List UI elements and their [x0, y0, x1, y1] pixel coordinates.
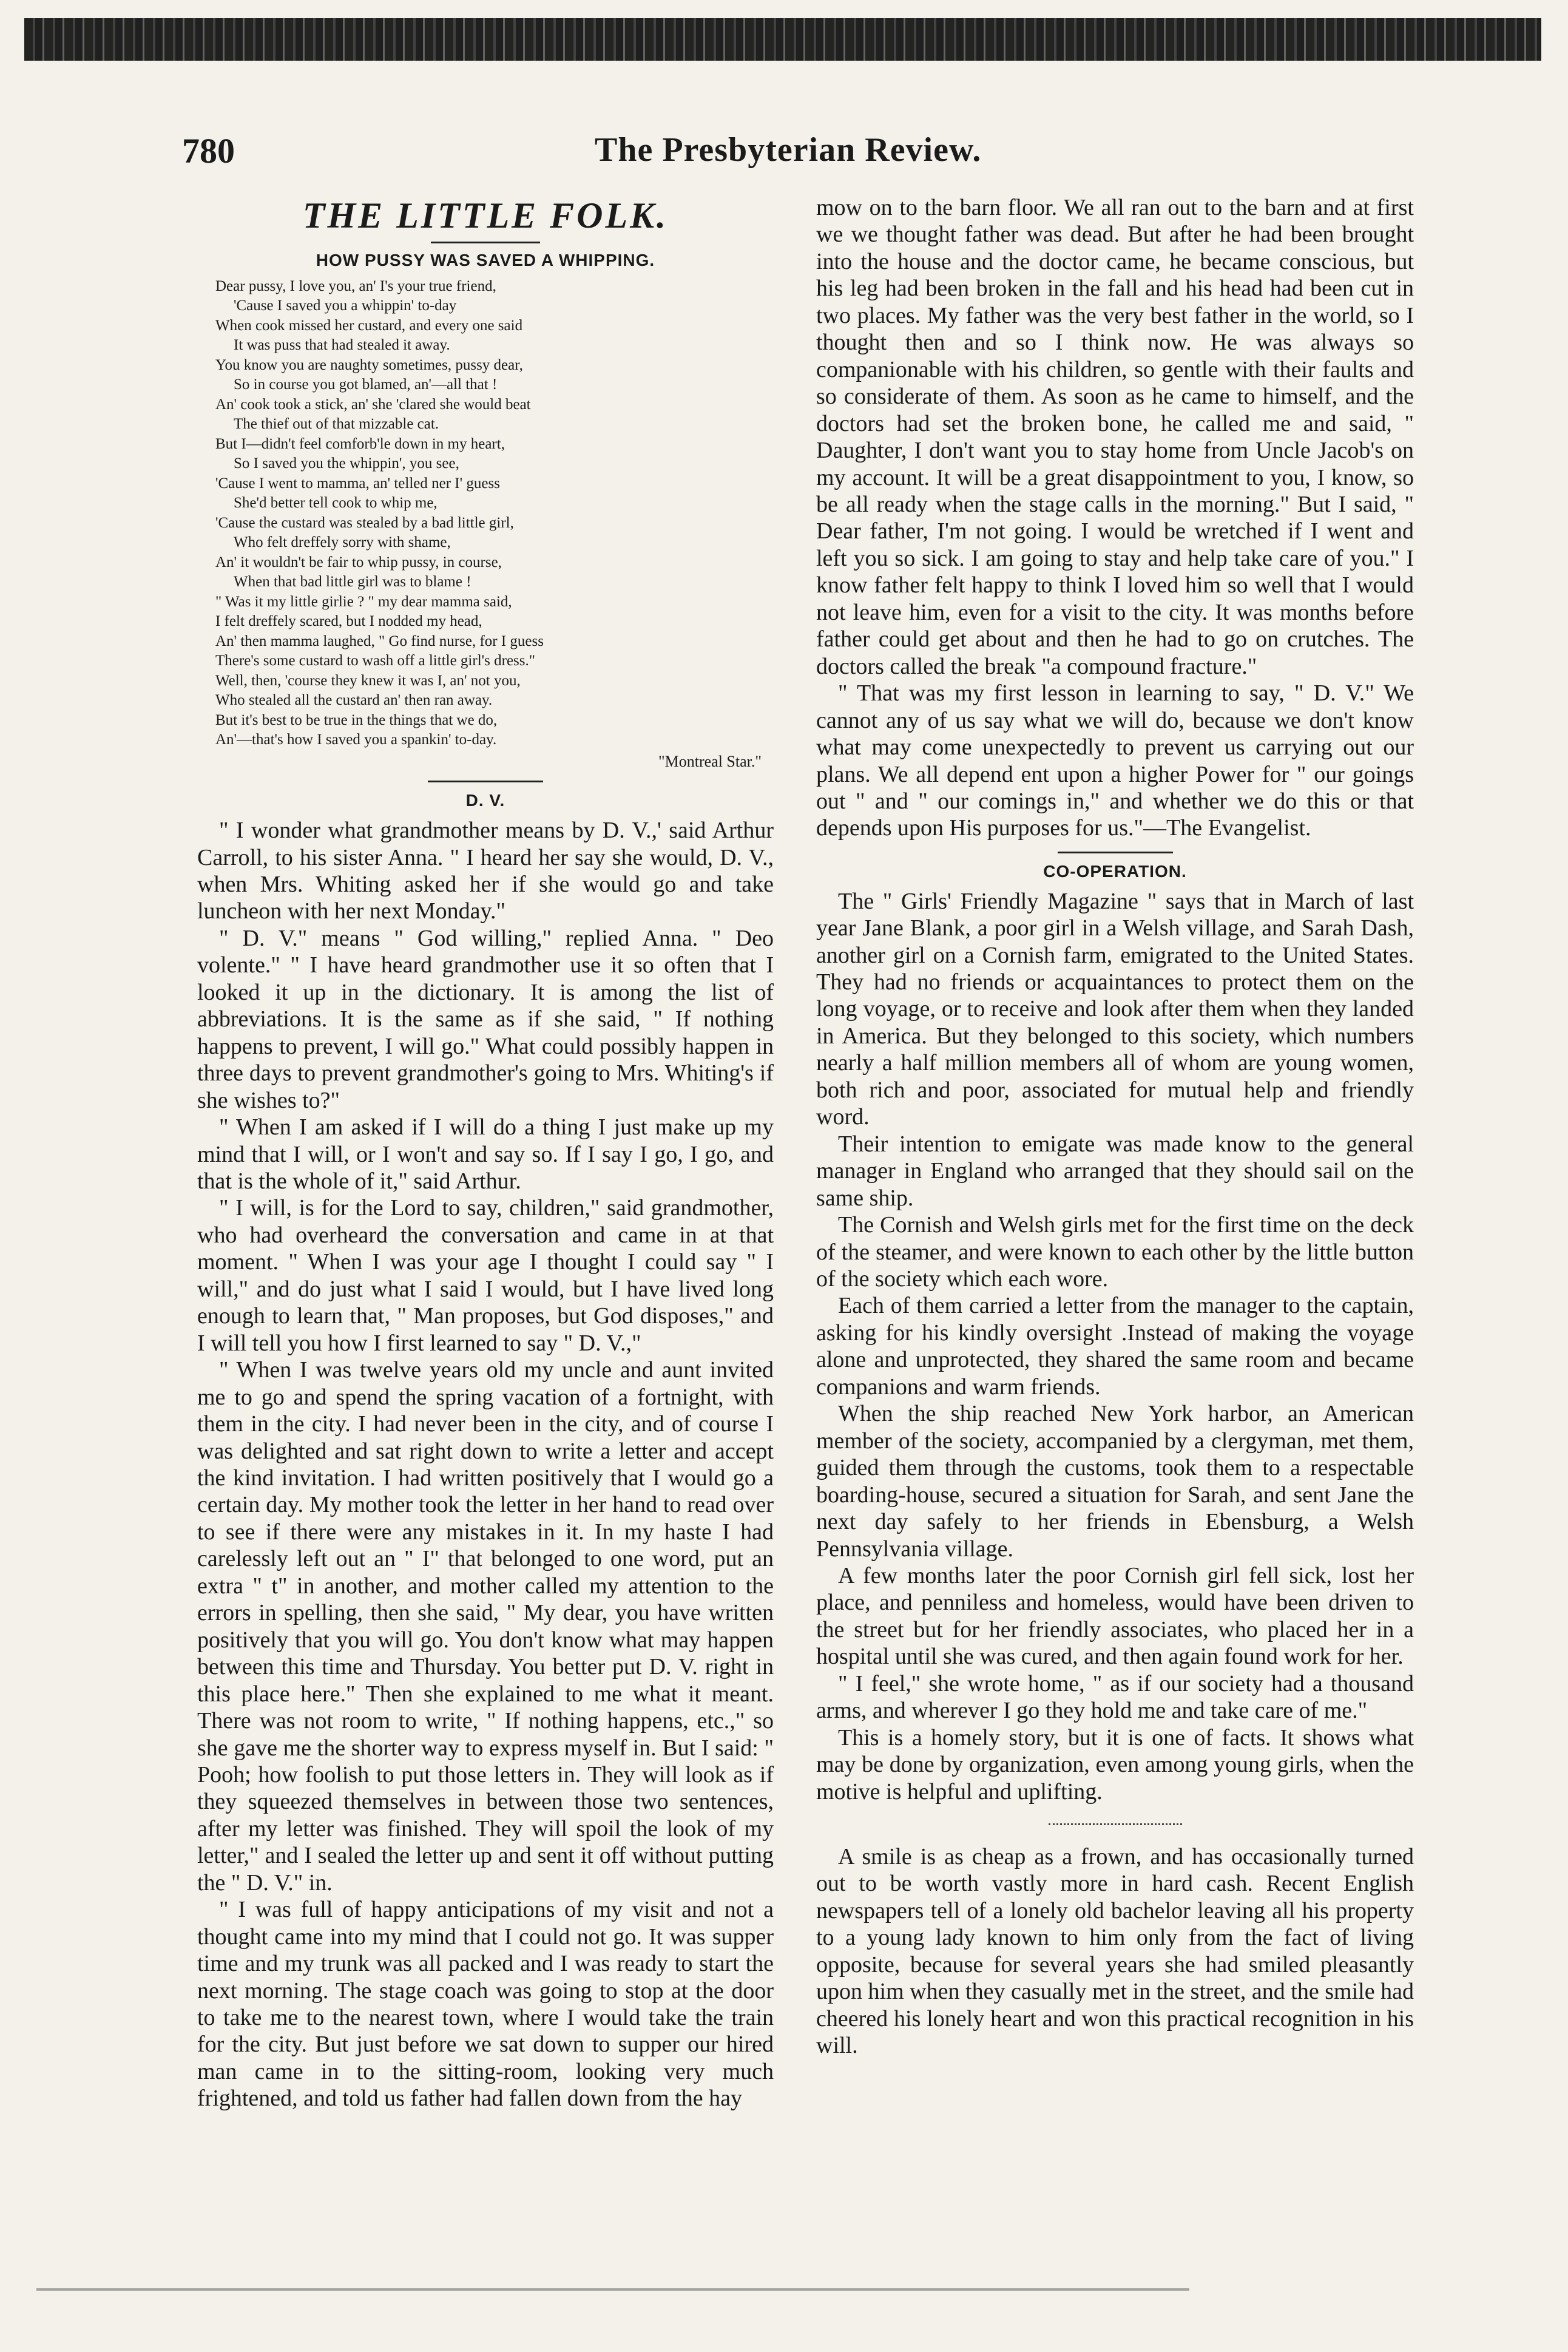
poem-line: An'—that's how I saved you a spankin' to-day.: [215, 731, 497, 748]
paragraph: " I will, is for the Lord to say, children," said grandmother, who had overheard the conversation and came in at that moment. " When I was your age I thought I could say " I will," and do just what I said I would, but I have lived long enough to learn that, " Man proposes, but God disposes," and I will tell you how I first learned to say " D. V.,": [197, 1195, 774, 1356]
paragraph: A few months later the poor Cornish girl fell sick, lost her place, and penniless and homeless, would have been driven to the street but for her friendly associates, who placed her in a hospital until she was cured, and then again found work for her.: [816, 1562, 1414, 1670]
poem-attribution: "Montreal Star.": [658, 752, 762, 770]
paragraph: " I was full of happy anticipations of my visit and not a thought came into my mind that I could not go. It was supper time and my trunk was all packed and I was ready to start the next morning. The stage coach was going to stop at the door to take me to the nearest town, where I would take the train for the city. But just before we sat down to supper our hired man came in to the sitting-room, looking very much frightened, and told us father had fallen down from the hay: [197, 1897, 774, 2112]
dotted-divider: [1049, 1823, 1182, 1825]
paragraph: When the ship reached New York harbor, an American member of the society, accompanied by a clergyman, met them, guided them through the customs, took them to a respectable boarding-house, secured a situation for Sarah, and sent Jane the next day safely to her friends in Ebensburg, a Welsh Pennsylvania village.: [816, 1401, 1414, 1562]
paragraph: Each of them carried a letter from the manager to the captain, asking for his kindly oversight .Instead of making the voyage alone and unprotected, they shared the same room and became companions and warm friends.: [816, 1293, 1414, 1400]
poem-line: Well, then, 'course they knew it was I, an' not you,: [215, 672, 521, 689]
paragraph: " I wonder what grandmother means by D. V.,' said Arthur Carroll, to his sister Anna. " I heard her say she would, D. V., when Mrs. Whiting asked her if she would go and take luncheon with her next Monday.": [197, 818, 774, 924]
poem-line: When that bad little girl was to blame !: [234, 574, 471, 591]
poem-line: Who felt dreffely sorry with shame,: [234, 534, 451, 551]
paragraph: " D. V." means " God willing," replied Anna. " Deo volente." " I have heard grandmother use it so often that I looked it up in the dictionary. It is among the list of abbreviations. It is the same as if she said, " If nothing happens to prevent, I will go." What could possibly happen in three days to prevent grandmother's going to Mrs. Whiting's if she wishes to?": [197, 925, 774, 1113]
poem-line: There's some custard to wash off a little girl's dress.": [215, 652, 535, 669]
poem-line: An' it wouldn't be fair to whip pussy, in course,: [215, 554, 502, 571]
poem-line: 'Cause I went to mamma, an' telled ner I' guess: [215, 475, 500, 492]
section-title: THE LITTLE FOLK.: [302, 195, 669, 236]
paragraph: The " Girls' Friendly Magazine " says that in March of last year Jane Blank, a poor girl in a Welsh village, and Sarah Dash, another girl on a Cornish farm, emigrated to the United States. They had no friends or acquaintances to protect them on the long voyage, or to receive and look after them when they landed in America. But they belonged to this society, which numbers nearly a half million members all of whom are young women, both rich and poor, associated for mutual help and friendly word.: [816, 888, 1414, 1130]
bottom-rule: [36, 2288, 1189, 2291]
section-rule: [431, 242, 540, 243]
page-header: [182, 130, 1396, 173]
coop-article: [816, 888, 1414, 1805]
dv-article-continued: [816, 194, 1414, 842]
journal-title: The Presbyterian Review.: [595, 131, 982, 169]
right-column: [816, 194, 1414, 2059]
poem-line: " Was it my little girlie ? " my dear mamma said,: [215, 593, 512, 610]
poem-line: It was puss that had stealed it away.: [234, 337, 450, 354]
poem-line: She'd better tell cook to whip me,: [234, 495, 438, 512]
paragraph: " That was my first lesson in learning to say, " D. V." We cannot any of us say what we will do, because we don't know what may come unexpectedly to prevent us carrying out our plans. We all depend ent upon a higher Power for " our goings out " and " our comings in," and whether we do this or that depends upon His purposes for us."—The Evangelist.: [816, 680, 1414, 841]
coop-heading: CO-OPERATION.: [1043, 861, 1187, 881]
poem-line: Who stealed all the custard an' then ran away.: [215, 692, 493, 709]
poem: [215, 277, 774, 750]
paragraph: This is a homely story, but it is one of facts. It shows what may be done by organization, even among young girls, when the motive is helpful and uplifting.: [816, 1724, 1414, 1805]
poem-line: But it's best to be true in the things that we do,: [215, 711, 498, 728]
divider-rule: [428, 781, 543, 782]
poem-line: An' cook took a stick, an' she 'clared she would beat: [215, 396, 531, 413]
divider-rule: [1058, 852, 1173, 853]
poem-line: Dear pussy, I love you, an' I's your true friend,: [215, 277, 496, 294]
poem-line: I felt dreffely scared, but I nodded my head,: [215, 613, 482, 630]
dv-article: [197, 817, 774, 2112]
paragraph: The Cornish and Welsh girls met for the first time on the deck of the steamer, and were known to each other by the little button of the society which each wore.: [816, 1212, 1414, 1292]
paragraph: mow on to the barn floor. We all ran out to the barn and at first we we thought father was dead. But after he had been brought into the house and the doctor came, he became conscious, but his leg had been broken in the fall and his head had been cut in two places. My father was the very best father in the world, so I thought then and so I think now. He was always so companionable with his children, so gentle with their faults and so considerate of them. As soon as he came to himself, and the doctors had set the broken bone, he called me and said, " Daughter, I don't want you to stay home from Uncle Jacob's on my account. It will be a great disappointment to you, I know, so be all ready when the stage calls in the morning." But I said, " Dear father, I'm not going. I would be wretched if I went and left you so sick. I am going to stay and help take care of you." I know father felt happy to think I loved him so well that I would not leave him, even for a visit to the city. It was months before father could get about and then he had to go on crutches. The doctors called the break "a compound fracture.": [816, 195, 1414, 679]
poem-heading: HOW PUSSY WAS SAVED A WHIPPING.: [316, 251, 655, 270]
paragraph: " When I am asked if I will do a thing I just make up my mind that I will, or I won't and say so. If I say I go, I go, and that is the whole of it," said Arthur.: [197, 1114, 774, 1194]
smile-paragraph: A smile is as cheap as a frown, and has occasionally turned out to be worth vastly more in hard cash. Recent English newspapers tell of a lonely old bachelor leaving all his property to a young lady known to him only from the fact of living opposite, because for several years she had smiled pleasantly upon him when they casually met in the street, and the smile had cheered his lonely heart and won this practical recognition in his will.: [816, 1844, 1414, 2059]
poem-line: The thief out of that mizzable cat.: [234, 416, 439, 433]
poem-line: When cook missed her custard, and every one said: [215, 317, 523, 334]
poem-line: But I—didn't feel comforb'le down in my heart,: [215, 435, 505, 452]
paragraph: " When I was twelve years old my uncle and aunt invited me to go and spend the spring vacation of a fortnight, with them in the city. I had never been in the city, and of course I was delighted and sat right down to write a letter and accept the kind invitation. I had written positively that I would go a certain day. My mother took the letter in her hand to read over to see if there were any mistakes in it. In my haste I had carelessly left out an " I" that belonged to one word, put an extra " t" in another, and mother called my attention to the errors in spelling, then she said, " My dear, you have written positively that you will go. You don't know what may happen between this time and Thursday. You better put D. V. right in this place here." Then she explained to me what it meant. There was not room to write, " If nothing happens, etc.," so she gave me the shorter way to express myself in. But I said: " Pooh; how foolish to put those letters in. They will look as if they squeezed themselves in between those two sentences, after my letter was finished. They will spoil the look of my letter," and I sealed the letter up and sent it off without putting the " D. V." in.: [197, 1357, 774, 1896]
poem-line: 'Cause I saved you a whippin' to-day: [234, 297, 457, 314]
poem-line: So I saved you the whippin', you see,: [234, 455, 459, 472]
paragraph: " I feel," she wrote home, " as if our society had a thousand arms, and wherever I go they hold me and take care of me.": [816, 1670, 1414, 1724]
top-border-rule: [24, 18, 1541, 61]
poem-line: You know you are naughty sometimes, pussy dear,: [215, 356, 523, 373]
poem-line: 'Cause the custard was stealed by a bad little girl,: [215, 514, 514, 531]
page-number: 780: [182, 131, 235, 171]
poem-line: So in course you got blamed, an'—all that !: [234, 376, 498, 393]
paragraph: Their intention to emigate was made know to the general manager in England who arranged that they should sail on the same ship.: [816, 1131, 1414, 1211]
left-column: [197, 194, 774, 2112]
dv-heading: D. V.: [465, 791, 505, 810]
poem-line: An' then mamma laughed, " Go find nurse, for I guess: [215, 632, 544, 649]
